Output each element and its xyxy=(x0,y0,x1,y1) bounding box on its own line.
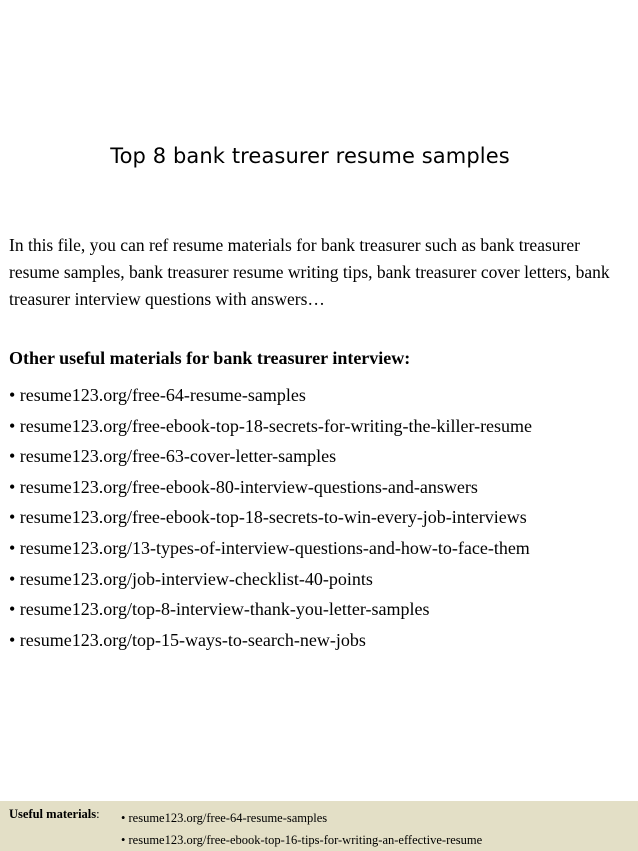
material-link[interactable]: • resume123.org/top-8-interview-thank-you-letter-samples xyxy=(9,599,430,620)
footer-bar xyxy=(0,801,638,851)
material-link[interactable]: • resume123.org/free-ebook-top-18-secrets-to-win-every-job-interviews xyxy=(9,507,527,528)
material-link[interactable]: • resume123.org/job-interview-checklist-40-points xyxy=(9,568,373,589)
footer-label xyxy=(9,807,100,822)
footer-link[interactable]: • resume123.org/free-ebook-top-16-tips-for-writing-an-effective-resume xyxy=(121,833,483,847)
material-link[interactable]: • resume123.org/free-ebook-80-interview-questions-and-answers xyxy=(9,476,478,497)
materials-list xyxy=(9,380,532,655)
material-link[interactable]: • resume123.org/free-63-cover-letter-samples xyxy=(9,446,337,467)
footer-label-separator: : xyxy=(96,807,100,821)
material-link[interactable]: • resume123.org/free-ebook-top-18-secrets-for-writing-the-killer-resume xyxy=(9,415,533,436)
footer-label-text: Useful materials xyxy=(9,807,97,821)
material-link[interactable]: • resume123.org/free-64-resume-samples xyxy=(9,385,306,405)
footer-links xyxy=(121,807,482,851)
material-link[interactable]: • resume123.org/13-types-of-interview-questions-and-how-to-face-them xyxy=(9,537,530,558)
material-link[interactable]: • resume123.org/top-15-ways-to-search-new-jobs xyxy=(9,629,366,650)
intro-paragraph: In this file, you can ref resume materials for bank treasurer such as bank treasurer resume samples, bank treasurer resume writing tips, bank treasurer cover letters, bank treasurer interview questions with answers… xyxy=(9,235,610,309)
materials-heading: Other useful materials for bank treasurer interview: xyxy=(9,348,411,368)
page-title: Top 8 bank treasurer resume samples xyxy=(110,144,510,168)
footer-link[interactable]: • resume123.org/free-64-resume-samples xyxy=(121,811,328,825)
